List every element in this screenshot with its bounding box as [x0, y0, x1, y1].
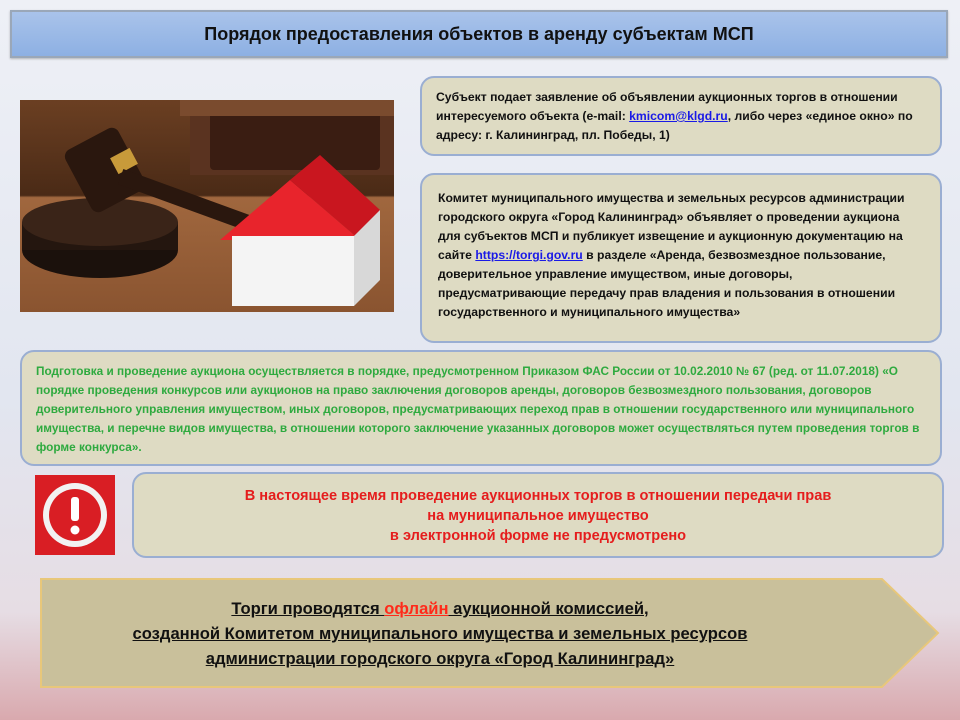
email-link[interactable]: kmicom@klgd.ru [629, 109, 728, 123]
application-text-before: Субъект подает заявление об объявлении аукционных торгов в отношении интересуемого объекта (e-mail: [436, 90, 898, 123]
regulation-text: Подготовка и проведение аукциона осуществляется в порядке, предусмотренном Приказом ФАС России от 10.02.2010 № 67 (ред. от 11.07.2018) «О порядке проведения конкурсов или аукционов на право заключения договоров аренды, договоров безвозмездного пользования, договоров доверительного управления имуществом, иных договоров, предусматривающих переход прав в отношении государственного или муниципального имущества, и перечне видов имущества, в отношении которого заключение указанных договоров может осуществляться путем проведения торгов в форме конкурса». [36, 364, 920, 454]
regulation-box [20, 350, 942, 466]
offline-highlight: офлайн [384, 599, 449, 618]
page-title: Порядок предоставления объектов в аренду субъектам МСП [204, 23, 754, 44]
application-text-after: , либо через «единое окно» по адресу: г. Калининград, пл. Победы, 1) [436, 109, 913, 142]
warning-box [132, 472, 944, 558]
application-step-box [420, 76, 942, 156]
arrow-line-3: администрации городского округа «Город Калининград» [205, 649, 675, 668]
arrow-line-2: созданной Комитетом муниципального имущества и земельных ресурсов [132, 624, 748, 643]
warning-line-3: в электронной форме не предусмотрено [389, 528, 687, 544]
gavel-and-house-photo [20, 100, 394, 312]
arrow-line1-before: Торги проводятся [231, 599, 385, 618]
announcement-text-after: в разделе «Аренда, безвозмездное пользование, доверительное управление имуществом, иные договоры, предусматривающие передачу прав владения и пользования в отношении государственного и муниципального имущества» [438, 248, 896, 319]
torgi-link[interactable]: https://torgi.gov.ru [475, 248, 583, 262]
warning-line-2: на муниципальное имущество [427, 508, 649, 524]
committee-announcement-box [420, 173, 942, 343]
offline-auction-arrow [40, 578, 940, 688]
title-bar [10, 10, 948, 58]
exclamation-icon [35, 475, 115, 555]
announcement-text-before: Комитет муниципального имущества и земельных ресурсов администрации городского округа «Город Калининград» объявляет о проведении аукциона для субъектов МСП и публикует извещение и аукционную документацию на сайте [438, 191, 905, 262]
arrow-line1-after: аукционной комиссией, [448, 599, 649, 618]
warning-line-1: В настоящее время проведение аукционных торгов в отношении передачи прав [244, 488, 832, 504]
offline-auction-text [40, 596, 840, 671]
